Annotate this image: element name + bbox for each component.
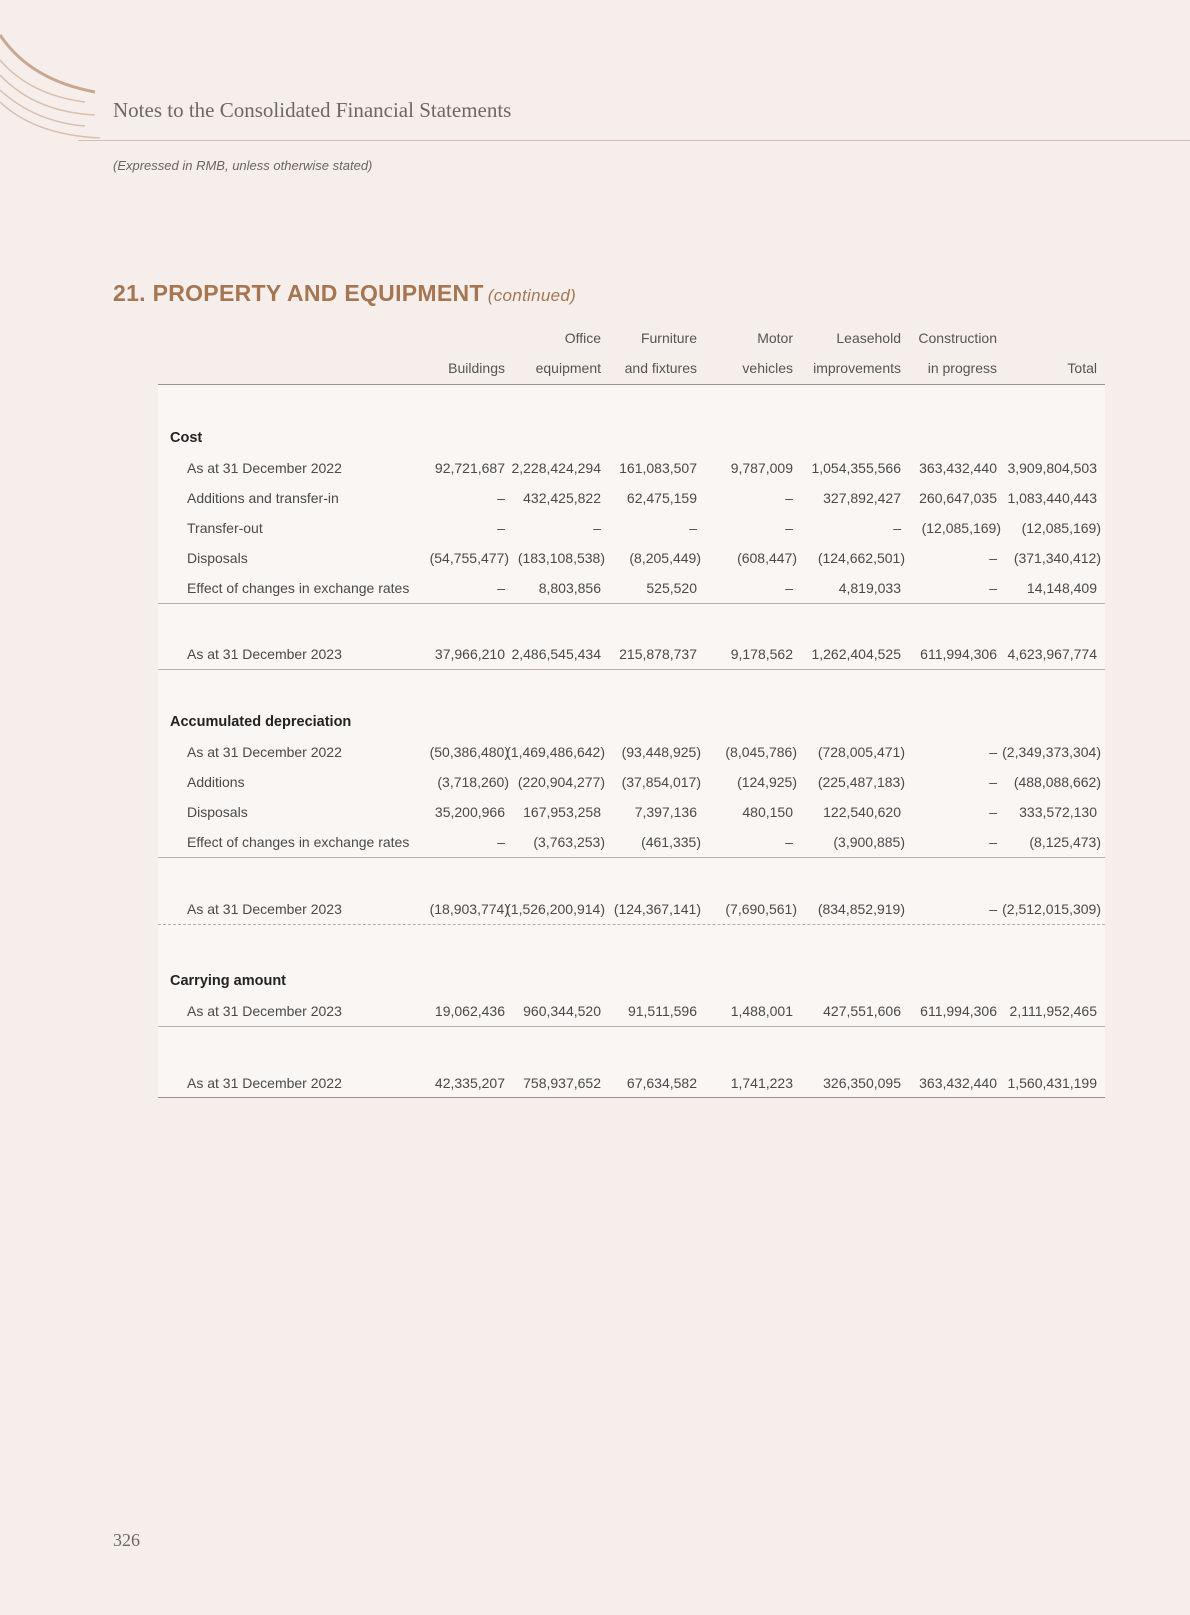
column-header-line1: Office xyxy=(564,330,601,346)
column-header-line1: Furniture xyxy=(640,330,697,346)
table-row xyxy=(158,453,1105,483)
cell-value: – xyxy=(497,490,505,506)
cell-value: – xyxy=(497,834,505,850)
column-header-line1: Construction xyxy=(918,330,997,346)
column-header-line2: and fixtures xyxy=(624,360,697,376)
cell-value: (8,045,786) xyxy=(725,744,797,760)
table-row xyxy=(158,797,1105,827)
table-row xyxy=(158,827,1105,858)
cell-value: 1,560,431,199 xyxy=(1007,1075,1097,1091)
cell-value: (3,718,260) xyxy=(437,774,509,790)
row-label: Cost xyxy=(170,430,203,446)
cell-value: 19,062,436 xyxy=(434,1003,505,1019)
header-divider xyxy=(78,140,1190,141)
cell-value: (50,386,480) xyxy=(429,744,509,760)
cell-value: 62,475,159 xyxy=(626,490,697,506)
row-label: Effect of changes in exchange rates xyxy=(187,834,410,850)
table-row xyxy=(158,573,1105,604)
cell-value: (12,085,169) xyxy=(921,520,1001,536)
property-equipment-table xyxy=(158,385,1105,1098)
cell-value: 1,054,355,566 xyxy=(811,460,901,476)
table-row xyxy=(158,1068,1105,1098)
cell-value: 4,819,033 xyxy=(838,580,901,596)
currency-note: (Expressed in RMB, unless otherwise stated) xyxy=(113,158,373,173)
cell-value: (7,690,561) xyxy=(725,901,797,917)
cell-value: 432,425,822 xyxy=(523,490,601,506)
continued-label: (continued) xyxy=(487,286,577,305)
row-label: Accumulated depreciation xyxy=(170,714,352,730)
cell-value: 7,397,136 xyxy=(634,804,697,820)
cell-value: 122,540,620 xyxy=(823,804,901,820)
decorative-arcs xyxy=(0,30,100,140)
row-label: As at 31 December 2023 xyxy=(187,901,342,917)
row-label: As at 31 December 2022 xyxy=(187,1075,342,1091)
cell-value: (54,755,477) xyxy=(429,550,509,566)
cell-value: (225,487,183) xyxy=(817,774,905,790)
cell-value: (608,447) xyxy=(737,550,797,566)
cell-value: 363,432,440 xyxy=(919,460,997,476)
cell-value: 215,878,737 xyxy=(619,646,697,662)
cell-value: (834,852,919) xyxy=(817,901,905,917)
cell-value: 35,200,966 xyxy=(434,804,505,820)
table-row xyxy=(158,767,1105,797)
cell-value: 1,262,404,525 xyxy=(811,646,901,662)
cell-value: (93,448,925) xyxy=(621,744,701,760)
cell-value: 427,551,606 xyxy=(823,1003,901,1019)
column-header-line2: Buildings xyxy=(448,360,505,376)
cell-value: 758,937,652 xyxy=(523,1075,601,1091)
cell-value: (1,526,200,914) xyxy=(506,901,605,917)
cell-value: 14,148,409 xyxy=(1026,580,1097,596)
section-heading-row xyxy=(158,423,1105,453)
cell-value: – xyxy=(785,834,793,850)
row-label: As at 31 December 2022 xyxy=(187,460,342,476)
section-heading-row xyxy=(158,707,1105,737)
cell-value: – xyxy=(989,744,997,760)
cell-value: – xyxy=(689,520,697,536)
cell-value: (2,349,373,304) xyxy=(1002,744,1101,760)
cell-value: (2,512,015,309) xyxy=(1002,901,1101,917)
row-label: As at 31 December 2023 xyxy=(187,646,342,662)
cell-value: 326,350,095 xyxy=(823,1075,901,1091)
cell-value: (124,367,141) xyxy=(613,901,701,917)
cell-value: 67,634,582 xyxy=(626,1075,697,1091)
running-title: Notes to the Consolidated Financial Statements xyxy=(113,98,512,122)
cell-value: 611,994,306 xyxy=(920,1003,997,1019)
cell-value: 4,623,967,774 xyxy=(1007,646,1097,662)
column-header-line1: Leasehold xyxy=(836,330,901,346)
cell-value: – xyxy=(785,490,793,506)
cell-value: – xyxy=(593,520,601,536)
cell-value: (124,662,501) xyxy=(817,550,905,566)
column-header-line2: vehicles xyxy=(742,360,793,376)
cell-value: (8,125,473) xyxy=(1029,834,1101,850)
cell-value: 1,488,001 xyxy=(730,1003,793,1019)
cell-value: 167,953,258 xyxy=(523,804,601,820)
row-label: As at 31 December 2022 xyxy=(187,744,342,760)
cell-value: – xyxy=(989,834,997,850)
cell-value: (8,205,449) xyxy=(629,550,701,566)
cell-value: 3,909,804,503 xyxy=(1007,460,1097,476)
column-header-line2: improvements xyxy=(813,360,901,376)
cell-value: (371,340,412) xyxy=(1013,550,1101,566)
row-label: Disposals xyxy=(187,804,248,820)
cell-value: 960,344,520 xyxy=(523,1003,601,1019)
column-header-line2: equipment xyxy=(535,360,601,376)
cell-value: – xyxy=(989,774,997,790)
table-row xyxy=(158,894,1105,925)
section-heading-row xyxy=(158,966,1105,996)
page-number: 326 xyxy=(113,1530,140,1550)
cell-value: 260,647,035 xyxy=(919,490,997,506)
column-header-line2: Total xyxy=(1067,360,1097,376)
cell-value: – xyxy=(989,804,997,820)
table-row xyxy=(158,513,1105,543)
cell-value: 525,520 xyxy=(646,580,697,596)
cell-value: – xyxy=(893,520,901,536)
cell-value: – xyxy=(989,901,997,917)
cell-value: – xyxy=(989,550,997,566)
cell-value: (461,335) xyxy=(641,834,701,850)
cell-value: 8,803,856 xyxy=(538,580,601,596)
cell-value: – xyxy=(785,580,793,596)
column-header-line1: Motor xyxy=(757,330,793,346)
row-label: Transfer-out xyxy=(187,520,263,536)
cell-value: 9,787,009 xyxy=(730,460,793,476)
cell-value: 611,994,306 xyxy=(920,646,997,662)
cell-value: 363,432,440 xyxy=(919,1075,997,1091)
section-title-text: 21. PROPERTY AND EQUIPMENT xyxy=(113,280,484,306)
cell-value: (728,005,471) xyxy=(817,744,905,760)
cell-value: 1,083,440,443 xyxy=(1007,490,1097,506)
table-header xyxy=(158,323,1105,385)
table-row xyxy=(158,639,1105,670)
cell-value: (18,903,774) xyxy=(429,901,509,917)
cell-value: (1,469,486,642) xyxy=(506,744,605,760)
table-row xyxy=(158,737,1105,767)
cell-value: 480,150 xyxy=(742,804,793,820)
cell-value: (124,925) xyxy=(737,774,797,790)
row-label: As at 31 December 2023 xyxy=(187,1003,342,1019)
row-label: Carrying amount xyxy=(170,973,287,989)
cell-value: 2,111,952,465 xyxy=(1009,1003,1097,1019)
cell-value: 333,572,130 xyxy=(1019,804,1097,820)
row-label: Additions xyxy=(187,774,245,790)
table-row xyxy=(158,543,1105,573)
cell-value: 42,335,207 xyxy=(434,1075,505,1091)
cell-value: (3,900,885) xyxy=(833,834,905,850)
table-row xyxy=(158,996,1105,1027)
cell-value: 1,741,223 xyxy=(730,1075,793,1091)
cell-value: – xyxy=(989,580,997,596)
cell-value: 2,228,424,294 xyxy=(511,460,601,476)
cell-value: (3,763,253) xyxy=(533,834,605,850)
cell-value: (220,904,277) xyxy=(517,774,605,790)
row-label: Disposals xyxy=(187,550,248,566)
table-row xyxy=(158,483,1105,513)
cell-value: (12,085,169) xyxy=(1021,520,1101,536)
cell-value: 161,083,507 xyxy=(619,460,697,476)
cell-value: 2,486,545,434 xyxy=(511,646,601,662)
cell-value: 9,178,562 xyxy=(730,646,793,662)
column-header-line2: in progress xyxy=(927,360,997,376)
cell-value: (183,108,538) xyxy=(517,550,605,566)
cell-value: (488,088,662) xyxy=(1013,774,1101,790)
row-label: Effect of changes in exchange rates xyxy=(187,580,410,596)
cell-value: (37,854,017) xyxy=(621,774,701,790)
cell-value: 37,966,210 xyxy=(434,646,505,662)
cell-value: – xyxy=(497,520,505,536)
row-label: Additions and transfer-in xyxy=(187,490,339,506)
cell-value: 92,721,687 xyxy=(434,460,505,476)
cell-value: – xyxy=(785,520,793,536)
cell-value: 327,892,427 xyxy=(823,490,901,506)
cell-value: – xyxy=(497,580,505,596)
section-title xyxy=(113,280,576,307)
cell-value: 91,511,596 xyxy=(627,1003,697,1019)
